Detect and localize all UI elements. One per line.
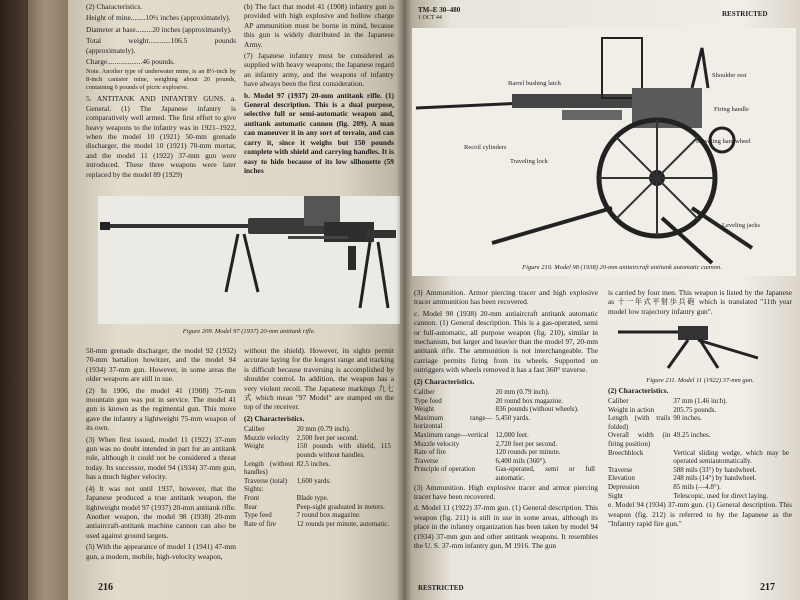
- restricted-header: RESTRICTED: [722, 10, 768, 18]
- figure-caption: Figure 210. Model 98 (1938) 20-mm antiaircraft antitank automatic cannon.: [522, 264, 722, 271]
- paragraph: (5) With the appearance of model 1 (1941) 47-mm gun, a modern, mobile, high-velocity weapon,: [86, 542, 236, 561]
- figure-210: [412, 28, 796, 276]
- right-col2: [608, 288, 792, 530]
- left-page: [68, 0, 404, 600]
- paragraph: (3) When first issued, model 11 (1922) 37-mm gun was no doubt intended in part for an antitank role, although it could not be considered a threat today. Its successor, model 94 (1934) 37-mm gun, has a much higher velocity.: [86, 434, 236, 482]
- figure-caption: Figure 211. Model 11 (1922) 37-mm gun.: [646, 377, 754, 385]
- paragraph: 5. ANTITANK AND INFANTRY GUNS. a. General. (1) The Japanese infantry is comparatively well armed. The first effort to give heavy weapons to the infantry was in 1921–1922, when the model 10 (1921) 50-mm grenade discharger, the model 10 (1921) 70-mm mortar, and the model 11 (1922) 37-mm gun were introduced. These three weapons were later replaced by the model 89 (1929): [86, 94, 236, 179]
- restricted-footer: RESTRICTED: [418, 584, 464, 592]
- paragraph: b. Model 97 (1937) 20-mm antitank rifle. (1) General description. This is a dual purpose, selective full or semi-automatic weapon and, antitank automatic cannon (fig. 209). A man can maneuver it in any sort of terrain, and can carry it, since it weighs but 150 pounds complete with shield and carrying handles. It is easy to hide because of its low silhouette (59 inches: [244, 90, 394, 175]
- paragraph: (2) In 1906, the model 41 (1908) 75-mm mountain gun was put in service. The model 41 gun is known as the regimental gun. This move gave the infantry a lightweight 75-mm weapon of its own.: [86, 385, 236, 433]
- paragraph: (2) Characteristics.: [244, 413, 305, 423]
- spec-table: Caliber 20 mm (0.79 inch). Type feed 20 round box magazine. Weight 836 pounds (without wheels). Maximum range—horizontal 5,450 yards. Maximum range—vertical 12,000 feet. Muzzle velocity 2,720 feet per second. Rate of fire 120 rounds per minute. Traverse 6,400 mils (360°). Principle of operation Gas-operated, semi or full automatic.: [414, 388, 595, 482]
- paragraph: (2) Characteristics.: [86, 2, 143, 11]
- paragraph: (3) Ammunition. High explosive tracer and armor piercing tracer have been recovered.: [414, 482, 598, 501]
- left-col2-top: [244, 2, 394, 177]
- label-recoil-cylinders: Recoil cylinders: [464, 144, 507, 151]
- antiaircraft-cannon-drawing: [412, 28, 796, 276]
- right-page: [404, 0, 800, 600]
- paragraph: Note. Another type of underwater mine, is an 8½-inch by 8-inch canister mine, weighing about 20 pounds, containing 6 pounds of picric explosive.: [86, 68, 236, 92]
- page-number: 216: [98, 582, 113, 593]
- label-traveling-lock: Traveling lock: [510, 158, 548, 165]
- paragraph: Diameter at base.........20 inches (approximately).: [86, 24, 232, 34]
- running-header: TM–E 30–480: [418, 6, 461, 14]
- label-leveling-jacks: Leveling jacks: [722, 222, 761, 229]
- label-barrel-latch: Barrel bushing latch: [508, 80, 561, 87]
- paragraph: (7) Japanese infantry must be considered as supplied with heavy weapons; the Japanese regard an infantry army, and the weapons of infantry have always been the first consideration.: [244, 51, 394, 89]
- paragraph: (2) Characteristics.: [414, 376, 475, 386]
- left-col1-top: [86, 2, 236, 181]
- paragraph: (2) Characteristics.: [608, 385, 669, 395]
- infantry-gun-drawing: [608, 318, 792, 376]
- spec-table: Caliber 20 mm (0.79 inch). Muzzle velocity 2,500 feet per second. Weight 150 pounds with shield, 115 pounds without handles. Length (without handles) 82.5 inches. Traverse (total) 1,600 yards. Sights: Front Blade type. Rear Peep-sight graduated in meters. Type feed 7 round box magazine. Rate of fire 12 rounds per minute, automatic.: [244, 425, 391, 528]
- left-col2-bottom: [244, 346, 394, 528]
- paragraph: (b) The fact that model 41 (1908) infantry gun is provided with high explosive and hollow charge AP ammunition must be borne in mind, because this gun is widely distributed in the Japanese Army.: [244, 2, 394, 49]
- right-col1: [414, 288, 598, 552]
- page-edges: [28, 0, 70, 600]
- label-firing-handle: Firing handle: [714, 106, 749, 113]
- header-date: 1 OCT 44: [418, 15, 442, 21]
- book-gutter: [396, 0, 412, 600]
- antitank-rifle-photo: [98, 196, 400, 324]
- figure-209: [98, 196, 400, 324]
- left-col1-bottom: [86, 346, 236, 563]
- label-shoulder-rest: Shoulder rest: [712, 72, 747, 79]
- paragraph: Charge...................46 pounds.: [86, 57, 175, 67]
- paragraph: d. Model 11 (1922) 37-mm gun. (1) General description. This weapon (fig. 211) is still in use in some areas, although its place in the infantry organization has been taken by model 94 (1934) 37-mm gun and other antitank weapons. It resembles the U. S. 37-mm infantry gun, M 1916. The gun: [414, 503, 598, 551]
- label-elevating-handwheel: Elevating handwheel: [696, 138, 751, 145]
- paragraph: 50-mm grenade discharger, the model 92 (1932) 70-mm battalion howitzer, and the model 94 (1934) 37-mm gun. However, in some areas the older weapons are still in use.: [86, 346, 236, 384]
- paragraph: without the shield). However, its sights permit accurate laying for the longest range and tracking is difficult because traversing is accomplished by shoulder control. In addition, the weapon has a very violent recoil. The Japanese markings 九七式 which mean "97 Model" are stamped on the top of the receiver.: [244, 346, 394, 412]
- paragraph: c. Model 98 (1938) 20-mm antiaircraft antitank automatic cannon. (1) General description. This is a gas-operated, semi or full-automatic, all purpose weapon (fig. 210), similar in mechanism, but larger and heavier than the model 97, 20-mm antitank rifle. The ammunition is not interchangeable. The carriage permits firing from its wheels. Supported on outriggers with wheels removed it has a fast 360° traverse.: [414, 308, 598, 375]
- spec-table: Caliber 37 mm (1.46 inch). Weight in action 205.75 pounds. Length (with trails folded) 90 inches. Overall width (in firing position) 49.25 inches. Breechblock Vertical sliding wedge, which may be operated semiautomatically. Traverse 588 mils (33°) by handwheel. Elevation 248 mils (14°) by handwheel. Depression 85 mils (—4.8°). Sight Telescopic, used for direct laying.: [608, 397, 789, 500]
- page-number: 217: [760, 582, 775, 593]
- figure-caption: Figure 209. Model 97 (1937) 20-mm antitank rifle.: [182, 328, 316, 335]
- paragraph: Total weight............106.5 pounds (approximately).: [86, 36, 236, 55]
- paragraph: (4) It was not until 1937, however, that the Japanese produced a true antitank weapon, the lightweight model 97 (1937) 20-mm antitank rifle. Another weapon, the model 98 (1938) 20-mm antiaircraft-antitank machine cannon can also be used against ground targets.: [86, 483, 236, 540]
- paragraph: Height of mine........10½ inches (approximately).: [86, 13, 231, 23]
- paragraph: is carried by four men. This weapon is listed by the Japanese as 十一年式平射歩兵砲 which is translated "11th year model low trajectory infantry gun".: [608, 288, 792, 316]
- paragraph: (3) Ammunition. Armor piercing tracer and high explosive tracer ammunition has been recovered.: [414, 288, 598, 307]
- paragraph: e. Model 94 (1934) 37-mm gun. (1) General description. This weapon (fig. 212) is referred to by the Japanese as the "Infantry rapid fire gun.": [608, 500, 792, 528]
- figure-211: [608, 318, 792, 376]
